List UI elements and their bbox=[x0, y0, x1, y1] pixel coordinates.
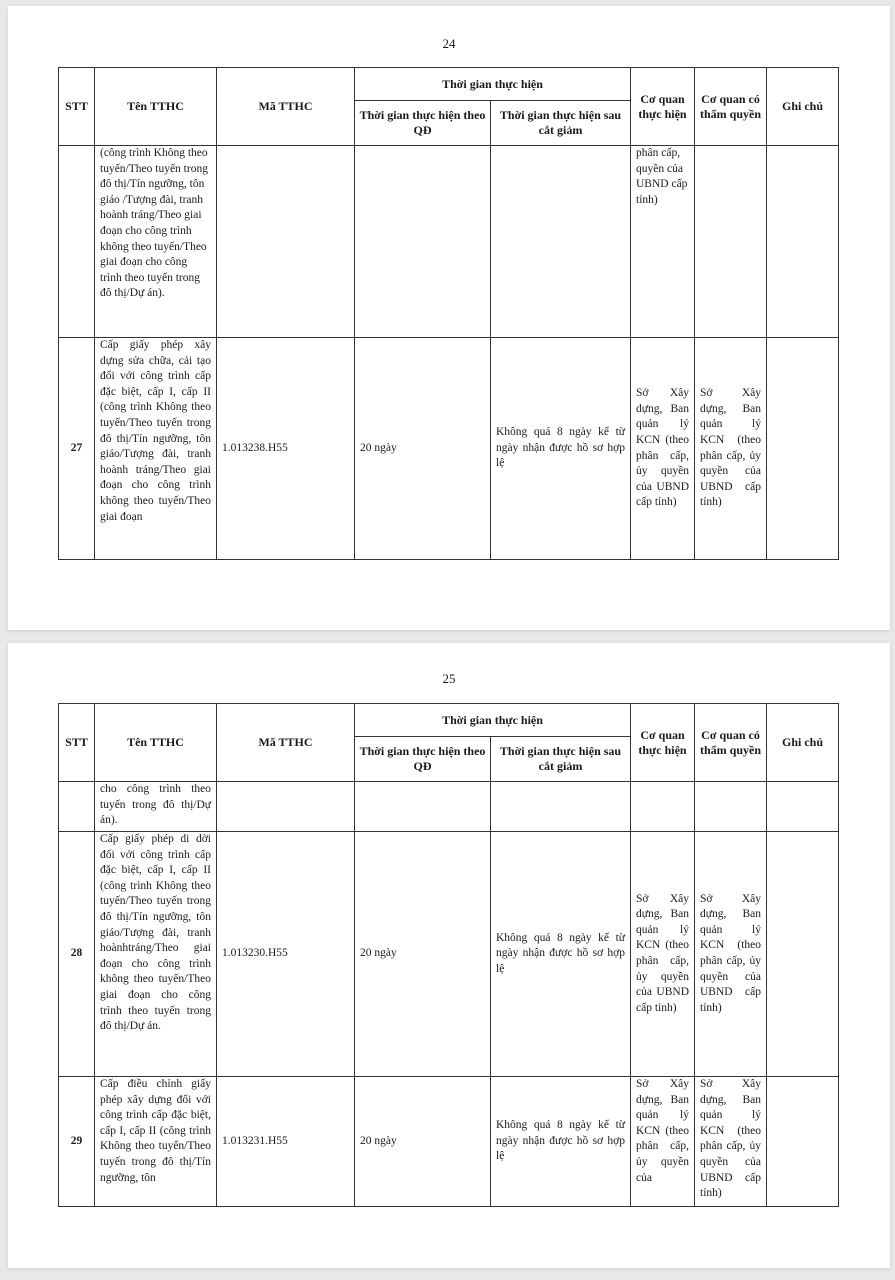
cell-co-quan-thuc-hien: phân cấp, quyền của UBND cấp tỉnh) bbox=[631, 146, 695, 338]
cell-ghi-chu bbox=[767, 782, 839, 832]
document-page bbox=[8, 6, 890, 630]
cell-sau-cat-giam bbox=[491, 782, 631, 832]
cell-ten-tthc: (công trình Không theo tuyến/Theo tuyến trong đô thị/Tín ngưỡng, tôn giáo /Tượng đài, tranh hoành tráng/Theo giai đoạn cho công trình không theo tuyến/Theo giai đoạn cho công trình theo tuyến trong đô thị/Dự án). bbox=[95, 146, 217, 338]
cell-ghi-chu bbox=[767, 146, 839, 338]
header-sau-cat-giam: Thời gian thực hiện sau cắt giảm bbox=[491, 737, 631, 782]
cell-co-quan-thuc-hien: Sở Xây dựng, Ban quản lý KCN (theo phân cấp, ủy quyền của UBND cấp tỉnh) bbox=[631, 832, 695, 1077]
cell-co-quan-tham-quyen: Sở Xây dựng, Ban quản lý KCN (theo phân cấp, ủy quyền của UBND cấp tỉnh) bbox=[695, 832, 767, 1077]
cell-co-quan-tham-quyen bbox=[695, 146, 767, 338]
table-row bbox=[59, 146, 839, 338]
cell-ma-tthc: 1.013230.H55 bbox=[217, 832, 355, 1077]
cell-stt bbox=[59, 782, 95, 832]
cell-ten-tthc: Cấp giấy phép xây dựng sửa chữa, cải tạo đối với công trình cấp đặc biệt, cấp I, cấp II (công trình Không theo tuyến/Theo tuyến trong đô thị/Tín ngưỡng, tôn giáo/Tượng đài, tranh hoành tráng/Theo giai đoạn cho công trình không theo tuyến/Theo giai đoạn bbox=[95, 338, 217, 560]
header-ten-tthc: Tên TTHC bbox=[95, 68, 217, 146]
page-number: 24 bbox=[442, 36, 456, 51]
page-number: 25 bbox=[442, 671, 456, 686]
header-theo-qd: Thời gian thực hiện theo QĐ bbox=[355, 737, 491, 782]
header-ma-tthc: Mã TTHC bbox=[217, 68, 355, 146]
header-stt: STT bbox=[59, 704, 95, 782]
cell-ghi-chu bbox=[767, 832, 839, 1077]
procedure-table bbox=[58, 67, 839, 560]
cell-ten-tthc: Cấp giấy phép di dời đối với công trình cấp đặc biệt, cấp I, cấp II (công trình Không theo tuyến/Theo tuyến trong đô thị/Tín ngưỡng, tôn giáo/Tượng đài, tranh hoànhtráng/Theo giai đoạn cho công trình không theo tuyến/Theo giai đoạn cho công trình theo tuyến trong đô thị/Dự án. bbox=[95, 832, 217, 1077]
header-co-quan-tham-quyen: Cơ quan có thẩm quyền bbox=[695, 704, 767, 782]
cell-theo-qd: 20 ngày bbox=[355, 832, 491, 1077]
cell-co-quan-thuc-hien: Sở Xây dựng, Ban quản lý KCN (theo phân cấp, ủy quyền của bbox=[631, 1077, 695, 1207]
cell-theo-qd: 20 ngày bbox=[355, 1077, 491, 1207]
cell-ten-tthc: cho công trình theo tuyến trong đô thị/Dự án). bbox=[95, 782, 217, 832]
cell-sau-cat-giam: Không quá 8 ngày kể từ ngày nhận được hồ sơ hợp lệ bbox=[491, 832, 631, 1077]
header-theo-qd: Thời gian thực hiện theo QĐ bbox=[355, 101, 491, 146]
cell-theo-qd bbox=[355, 146, 491, 338]
header-ma-tthc: Mã TTHC bbox=[217, 704, 355, 782]
cell-co-quan-thuc-hien: Sở Xây dựng, Ban quản lý KCN (theo phân cấp, ủy quyền của UBND cấp tỉnh) bbox=[631, 338, 695, 560]
header-stt: STT bbox=[59, 68, 95, 146]
cell-theo-qd bbox=[355, 782, 491, 832]
cell-stt: 28 bbox=[59, 832, 95, 1077]
cell-co-quan-tham-quyen bbox=[695, 782, 767, 832]
cell-stt: 29 bbox=[59, 1077, 95, 1207]
cell-theo-qd: 20 ngày bbox=[355, 338, 491, 560]
header-ghi-chu: Ghi chú bbox=[767, 704, 839, 782]
cell-stt: 27 bbox=[59, 338, 95, 560]
header-co-quan-thuc-hien: Cơ quan thực hiện bbox=[631, 704, 695, 782]
header-co-quan-tham-quyen: Cơ quan có thẩm quyền bbox=[695, 68, 767, 146]
cell-ghi-chu bbox=[767, 1077, 839, 1207]
header-thoi-gian: Thời gian thực hiện bbox=[355, 68, 631, 101]
header-sau-cat-giam: Thời gian thực hiện sau cắt giảm bbox=[491, 101, 631, 146]
table-row bbox=[59, 338, 839, 560]
header-thoi-gian: Thời gian thực hiện bbox=[355, 704, 631, 737]
cell-ten-tthc: Cấp điều chỉnh giấy phép xây dựng đối với công trình cấp đặc biệt, cấp I, cấp II (công trình Không theo tuyến/Theo tuyến trong đô thị/Tín ngưỡng, tôn bbox=[95, 1077, 217, 1207]
cell-co-quan-thuc-hien bbox=[631, 782, 695, 832]
document-page bbox=[8, 643, 890, 1268]
cell-sau-cat-giam: Không quá 8 ngày kể từ ngày nhận được hồ sơ hợp lệ bbox=[491, 338, 631, 560]
table-row bbox=[59, 782, 839, 832]
cell-co-quan-tham-quyen: Sở Xây dựng, Ban quản lý KCN (theo phân cấp, ủy quyền của UBND cấp tỉnh) bbox=[695, 1077, 767, 1207]
table-row bbox=[59, 832, 839, 1077]
header-ten-tthc: Tên TTHC bbox=[95, 704, 217, 782]
cell-ma-tthc bbox=[217, 146, 355, 338]
cell-stt bbox=[59, 146, 95, 338]
header-ghi-chu: Ghi chú bbox=[767, 68, 839, 146]
cell-sau-cat-giam: Không quá 8 ngày kể từ ngày nhận được hồ sơ hợp lệ bbox=[491, 1077, 631, 1207]
cell-ma-tthc bbox=[217, 782, 355, 832]
cell-sau-cat-giam bbox=[491, 146, 631, 338]
header-co-quan-thuc-hien: Cơ quan thực hiện bbox=[631, 68, 695, 146]
cell-ma-tthc: 1.013231.H55 bbox=[217, 1077, 355, 1207]
cell-ghi-chu bbox=[767, 338, 839, 560]
table-row bbox=[59, 1077, 839, 1207]
procedure-table bbox=[58, 703, 839, 1207]
cell-ma-tthc: 1.013238.H55 bbox=[217, 338, 355, 560]
cell-co-quan-tham-quyen: Sở Xây dựng, Ban quản lý KCN (theo phân cấp, ủy quyền của UBND cấp tỉnh) bbox=[695, 338, 767, 560]
